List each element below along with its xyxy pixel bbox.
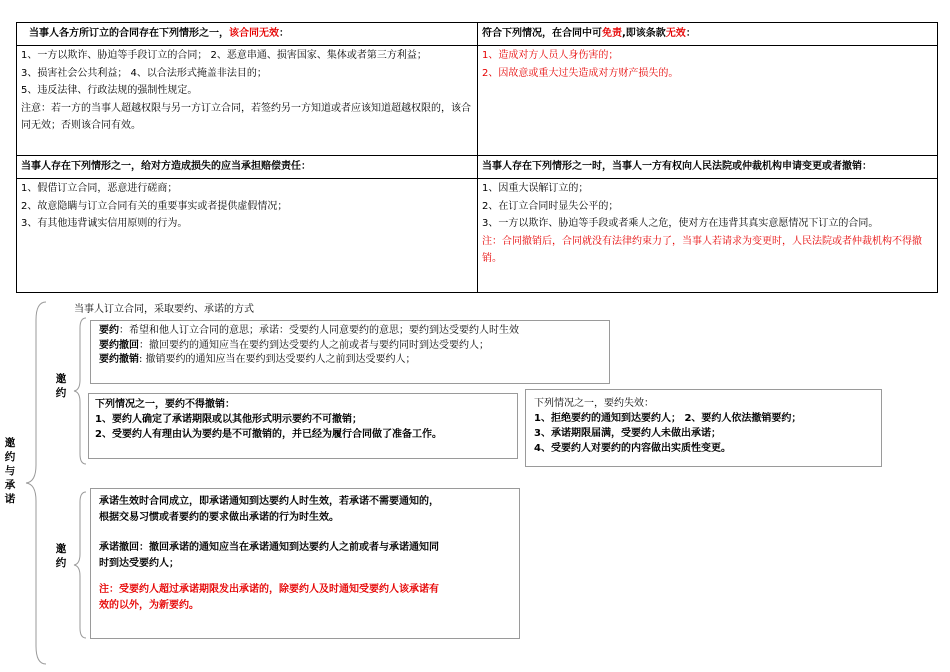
liability-item-2: 2、故意隐瞒与订立合同有关的重要事实或者提供虚假情况； <box>21 200 288 212</box>
main-brace <box>20 300 50 670</box>
rescind-cell <box>478 179 938 293</box>
rescind-item-2: 2、在订立合同时显失公平的； <box>482 200 619 212</box>
exemption-clause-header: 符合下列情况，在合同中可免责,即该条款无效： <box>478 23 938 46</box>
acceptance-effect-1: 承诺生效时合同成立，即承诺通知到达要约人时生效，若承诺不需要通知的， <box>99 496 439 507</box>
irrevocable-item-2: 2、受要约人有理由认为要约是不可撤销的，并已经为履行合同做了准备工作。 <box>95 429 442 440</box>
acceptance-label: 邀约 <box>55 543 67 569</box>
invalid-contract-header: 当事人各方所订立的合同存在下列情形之一，该合同无效： <box>17 23 478 46</box>
intro-text: 当事人订立合同，采取要约、承诺的方式 <box>74 304 254 315</box>
acceptance-note-1: 注：受要约人超过承诺期限发出承诺的，除要约人及时通知受要约人该承诺有 <box>99 584 439 595</box>
offer-revocation: 要约撤销: 撤销要约的通知应当在要约到达受要约人之前到达受要约人； <box>99 354 416 365</box>
rescind-note: 注：合同撤销后，合同就没有法律约束力了，当事人若请求为变更时，人民法院或者仲裁机构不得撤销。 <box>482 235 922 265</box>
liability-cell <box>17 179 478 293</box>
offer-label: 邀约 <box>55 373 67 399</box>
exemption-item-1: 1、造成对方人员人身伤害的； <box>482 50 619 61</box>
offer-invalid-box <box>525 389 882 467</box>
offer-invalid-item-1-2: 1、拒绝要约的通知到达要约人； 2、要约人依法撤销要约； <box>534 413 802 424</box>
liability-item-1: 1、假借订立合同，恶意进行磋商； <box>21 183 178 194</box>
acceptance-effect-2: 根据交易习惯或者要约的要求做出承诺的行为时生效。 <box>99 511 339 523</box>
rescind-item-3: 3、一方以欺诈、胁迫等手段或者乘人之危，使对方在违背其真实意愿情况下订立的合同。 <box>482 218 879 230</box>
liability-header: 当事人存在下列情形之一，给对方造成损失的应当承担赔偿责任： <box>17 156 478 179</box>
acceptance-withdrawal-2: 时到达受要约人； <box>99 557 179 569</box>
irrevocable-offer-box <box>88 393 518 459</box>
offer-definition: 要约：希望和他人订立合同的意思；承诺：受要约人同意要约的意思；要约到达受要约人时生效 <box>99 325 519 336</box>
offer-withdrawal: 要约撤回：撤回要约的通知应当在要约到达受要约人之前或者与要约同时到达受要约人； <box>99 339 489 351</box>
offer-definitions-box <box>90 320 610 384</box>
acceptance-withdrawal-1: 承诺撤回：撤回承诺的通知应当在承诺通知到达要约人之前或者与承诺通知同 <box>99 542 439 553</box>
invalid-contract-cell <box>17 46 478 156</box>
irrevocable-item-1: 1、要约人确定了承诺期限或以其他形式明示要约不可撤销； <box>95 414 362 425</box>
liability-item-3: 3、有其他违背诚实信用原则的行为。 <box>21 218 188 230</box>
offer-brace <box>70 316 90 466</box>
acceptance-note-2: 效的以外，为新要约。 <box>99 599 199 611</box>
acceptance-box <box>90 488 520 639</box>
offer-invalid-item-3: 3、承诺期限届满，受要约人未做出承诺； <box>534 428 721 439</box>
contract-rules-table <box>16 22 938 293</box>
invalid-item-3-4: 3、损害社会公共利益； 4、以合法形式掩盖非法目的； <box>21 67 267 79</box>
invalid-title: 下列情况之一，要约失效： <box>534 398 654 409</box>
rescind-item-1: 1、因重大误解订立的； <box>482 183 589 194</box>
exemption-item-2: 2、因故意或重大过失造成对方财产损失的。 <box>482 67 679 79</box>
main-label-offer-acceptance: 邀约与承诺 <box>4 437 16 505</box>
irrevocable-title: 下列情况之一，要约不得撤销： <box>95 399 235 410</box>
invalid-item-1-2: 1、一方以欺诈、胁迫等手段订立的合同； 2、恶意串通、损害国家、集体或者第三方利益； <box>21 50 427 61</box>
acceptance-brace <box>70 490 90 640</box>
invalid-item-5: 5、违反法律、行政法规的强制性规定。 <box>21 85 198 97</box>
rescind-header: 当事人存在下列情形之一时，当事人一方有权向人民法院或仲裁机构申请变更或者撤销： <box>478 156 938 179</box>
invalid-note: 注意：若一方的当事人超越权限与另一方订立合同，若签约另一方知道或者应该知道超越权限的，该合同无效；否则该合同有效。 <box>21 102 471 132</box>
exemption-clause-cell <box>478 46 938 156</box>
offer-invalid-item-4: 4、受要约人对要约的内容做出实质性变更。 <box>534 443 731 454</box>
